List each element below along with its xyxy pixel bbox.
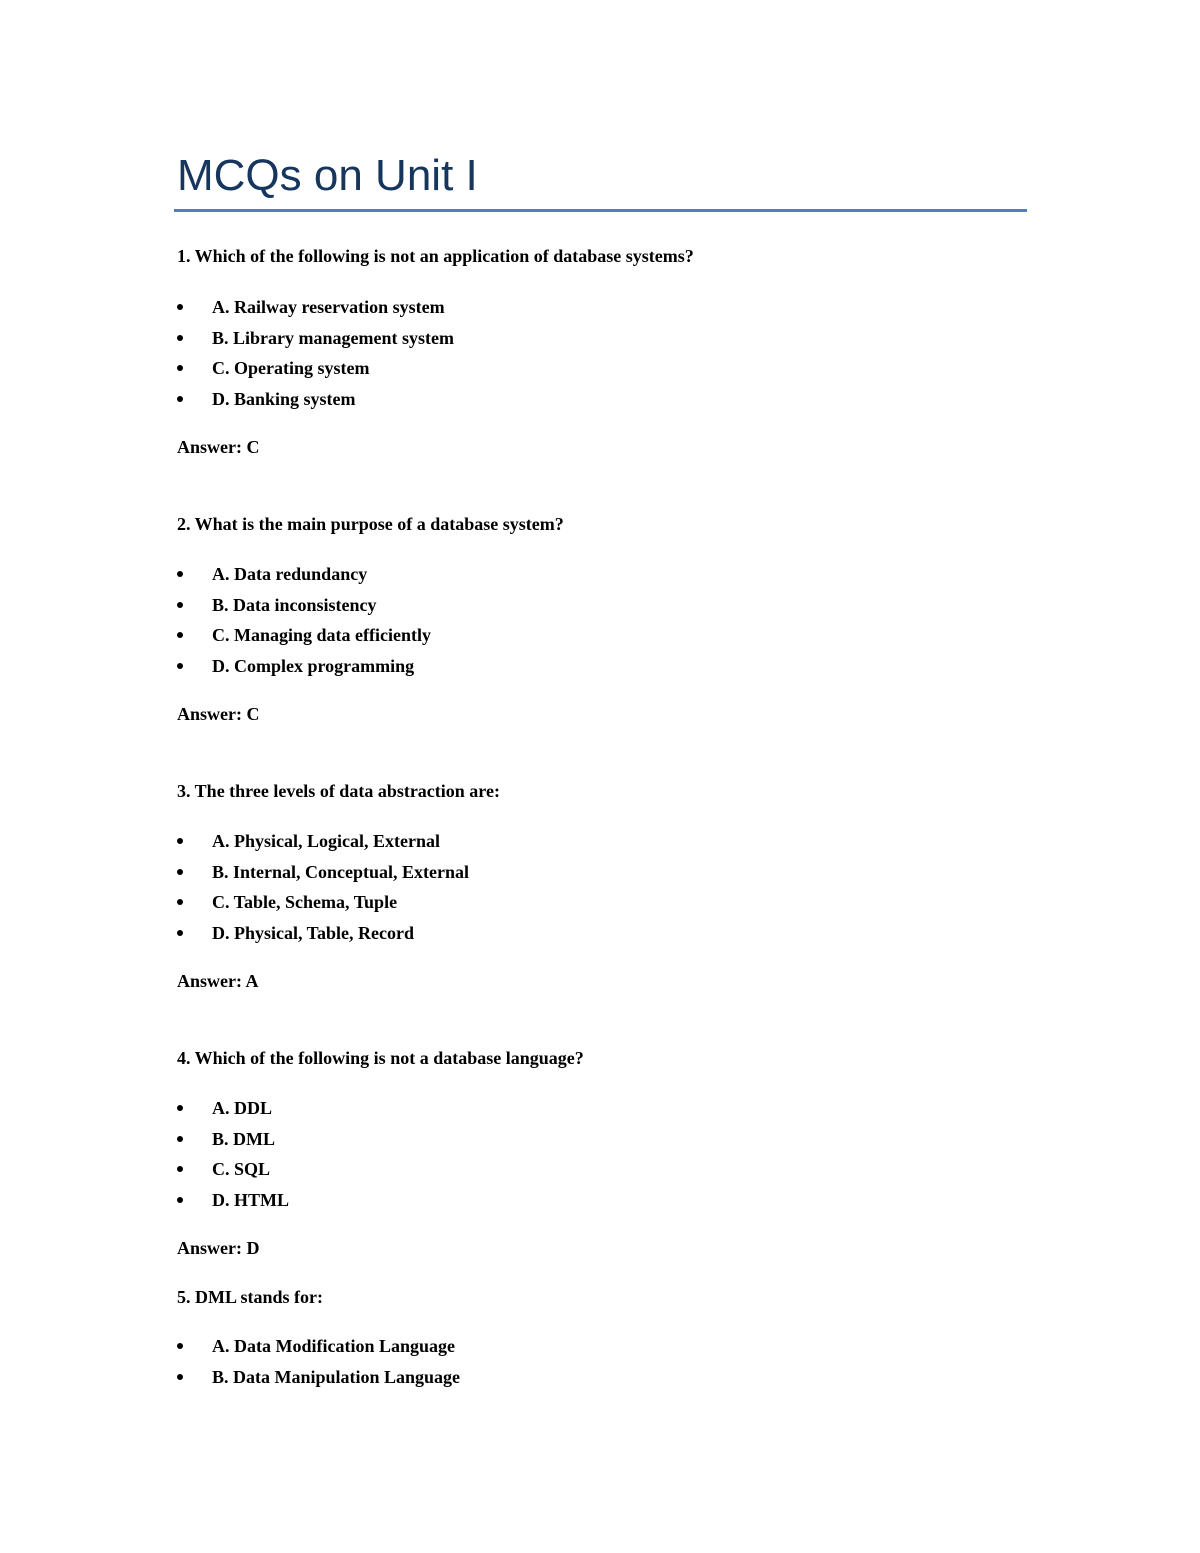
option-text: A. DDL: [212, 1098, 273, 1118]
bullet-icon: [177, 1334, 187, 1358]
option-text: C. Table, Schema, Tuple: [212, 892, 398, 912]
option-text: A. Data redundancy: [212, 564, 368, 584]
answer-2: Answer: C: [177, 704, 260, 724]
bullet-icon: [177, 387, 187, 411]
option-text: B. Library management system: [212, 327, 454, 348]
bullet-icon: [177, 1188, 187, 1212]
answer-1: Answer: C: [177, 437, 260, 457]
option-text: B. Data Manipulation Language: [212, 1366, 461, 1387]
question-4: 4. Which of the following is not a database language?: [177, 1048, 584, 1068]
bullet-icon: [177, 356, 187, 380]
bullet-icon: [177, 829, 187, 853]
option-text: C. Managing data efficiently: [212, 625, 431, 645]
document-title: MCQs on Unit I: [177, 151, 478, 200]
question-1: 1. Which of the following is not an application of database systems?: [177, 246, 694, 266]
question-3: 3. The three levels of data abstraction are:: [177, 781, 500, 801]
option-text: B. Internal, Conceptual, External: [212, 861, 470, 882]
bullet-icon: [177, 654, 187, 678]
option-text: A. Data Modification Language: [212, 1336, 455, 1356]
question-2: 2. What is the main purpose of a database system?: [177, 514, 564, 534]
option-text: A. Physical, Logical, External: [212, 831, 440, 851]
bullet-icon: [177, 1096, 187, 1120]
title-underline: [174, 209, 1027, 212]
option-text: C. Operating system: [212, 358, 370, 378]
option-text: D. HTML: [212, 1189, 290, 1210]
bullet-icon: [177, 1127, 187, 1151]
option-text: B. Data inconsistency: [212, 594, 377, 615]
bullet-icon: [177, 921, 187, 945]
bullet-icon: [177, 1157, 187, 1181]
option-text: B. DML: [212, 1128, 275, 1149]
option-text: C. SQL: [212, 1159, 271, 1179]
bullet-icon: [177, 890, 187, 914]
bullet-icon: [177, 295, 187, 319]
answer-3: Answer: A: [177, 971, 259, 991]
answer-4: Answer: D: [177, 1238, 260, 1258]
question-5: 5. DML stands for:: [177, 1287, 324, 1307]
bullet-icon: [177, 326, 187, 350]
bullet-icon: [177, 593, 187, 617]
bullet-icon: [177, 860, 187, 884]
option-text: D. Physical, Table, Record: [212, 922, 415, 943]
bullet-icon: [177, 1365, 187, 1389]
bullet-icon: [177, 562, 187, 586]
option-text: D. Banking system: [212, 388, 356, 409]
option-text: D. Complex programming: [212, 655, 415, 676]
option-text: A. Railway reservation system: [212, 297, 445, 317]
bullet-icon: [177, 623, 187, 647]
